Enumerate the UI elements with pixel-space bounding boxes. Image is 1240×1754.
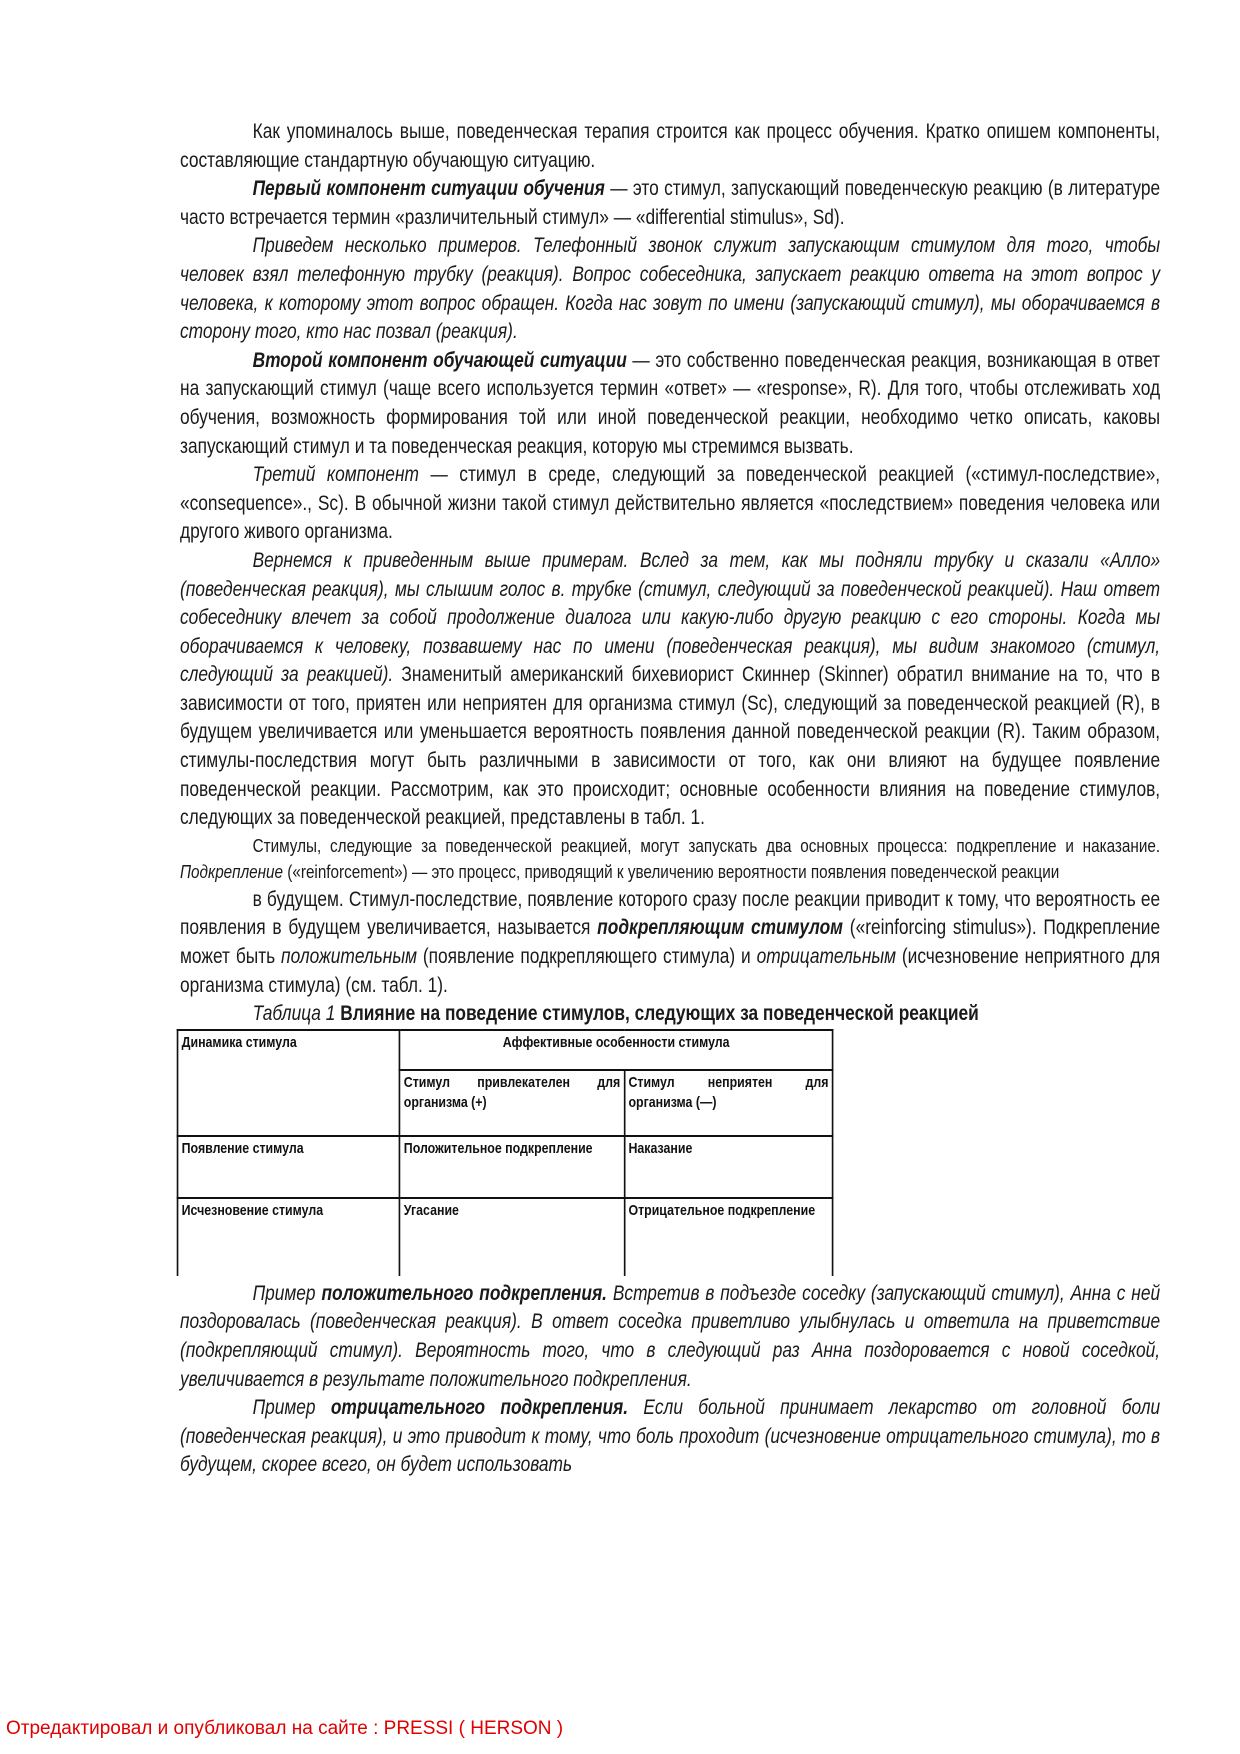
paragraph-intro <box>180 118 1160 175</box>
header-affective-features: Аффективные особенности стимула <box>400 1030 833 1070</box>
cell-extinction: Угасание <box>400 1198 625 1276</box>
text: — это стимул, запускающий поведенческую реакцию (в литературе часто встречается термин «различительный стимул» — «differential stimulus», Sd). <box>180 177 1161 229</box>
term-positive: положительным <box>281 945 417 969</box>
term-reinforcing-stimulus: подкрепляющим стимулом <box>597 916 844 940</box>
paragraph-negative-example <box>180 1394 1160 1480</box>
row-label: Появление стимула <box>178 1136 400 1198</box>
text: Если больной принимает лекарство от головной боли (поведенческая реакция), и это приводит к тому, что боль проходит (исчезновение отрицательного стимула), то в будущем, скорее всего, он будет использовать <box>180 1396 1161 1477</box>
paragraph-examples <box>180 232 1160 346</box>
paragraph-second-component <box>180 347 1160 461</box>
term-third-component: Третий компонент <box>252 463 419 487</box>
paragraph-reinforcing-stimulus <box>180 886 1160 1000</box>
header-stimulus-dynamics: Динамика стимула <box>178 1030 400 1136</box>
text: Знаменитый американский бихевиорист Скиннер (Skinner) обратил внимание на то, что в зависимости от того, приятен или неприятен для организма стимул (Sc), следующий за поведенческой реакцией (R), в будущем увеличивается или уменьшается вероятность появления данной поведенческой реакции (R). Таким образом, стимулы-последствия могут быть различными в зависимости от того, как они влияют на будущее появление поведенческой реакции. Рассмотрим, как это происходит; основные особенности влияния на поведение стимулов, следующих за поведенческой реакцией, представлены в табл. 1. <box>180 663 1161 830</box>
text: (появление подкрепляющего стимула) и <box>416 945 757 969</box>
cell-negative-reinforcement: Отрицательное подкрепление <box>624 1198 832 1276</box>
text: Приведем несколько примеров. Телефонный звонок служит запускающим стимулом для того, чтобы человек взял телефонную трубку (реакция). Вопрос собеседника, запускает реакцию ответа на этот вопрос у человека, к которому этот вопрос обращен. Когда нас зовут по имени (запускающий стимул), мы оборачиваемся в сторону того, кто нас позвал (реакция). <box>180 234 1161 344</box>
paragraph-return-examples <box>180 547 1160 833</box>
text: Встретив в подъезде соседку (запускающий стимул), Анна с ней поздоровалась (поведенческая реакция). В ответ соседка приветливо улыбнулась и ответила на приветствие (подкрепляющий стимул). Вероятность того, что в следующий раз Анна поздоровается с новой соседкой, увеличивается в результате положительного подкрепления. <box>180 1281 1161 1391</box>
text: («reinforcing stimulus»). Подкрепление может быть <box>180 916 1161 969</box>
subheader-unpleasant: Стимул неприятен для организма (—) <box>624 1070 832 1136</box>
paragraph-positive-example <box>180 1280 1160 1394</box>
text-italic: Вернемся к приведенным выше примерам. Вслед за тем, как мы подняли трубку и сказали «Алло» (поведенческая реакция), мы слышим голос в. трубке (стимул, следующий за поведенческой реакцией). Наш ответ собеседнику влечет за собой продолжение диалога или какую-либо другую реакцию с его стороны. Когда мы оборачиваемся к человеку, позвавшему нас по имени (поведенческая реакция), мы видим знакомого (стимул, следующий за реакцией). <box>180 548 1161 687</box>
term-negative-reinforcement: отрицательного подкрепления. <box>330 1396 629 1420</box>
term-negative: отрицательным <box>756 945 896 969</box>
text: Пример <box>252 1281 322 1305</box>
text: — стимул в среде, следующий за поведенческой реакцией («стимул-последствие», «consequence»., Sc). В обычной жизни такой стимул действительно является «последствием» поведения человека или другого живого организма. <box>180 463 1161 544</box>
cell-punishment: Наказание <box>624 1136 832 1198</box>
term-reinforcement: Подкрепление <box>180 861 284 883</box>
paragraph-first-component <box>180 175 1160 232</box>
text: в будущем. Стимул-последствие, появление которого сразу после реакции приводит к тому, что вероятность ее появления в будущем увеличивается, называется <box>180 887 1161 940</box>
text: Пример <box>252 1396 331 1420</box>
text: (исчезновение неприятного для организма стимула) (см. табл. 1). <box>180 945 1161 997</box>
text: Как упоминалось выше, поведенческая терапия строится как процесс обучения. Кратко опишем компоненты, составляющие стандартную обучающую ситуацию. <box>180 120 1161 172</box>
table-number: Таблица 1 <box>252 1002 336 1026</box>
text: — это собственно поведенческая реакция, возникающая в ответ на запускающий стимул (чаще всего используется термин «ответ» — «response», R). Для того, чтобы отслеживать ход обучения, возможность формирования той или иной поведенческой реакции, необходимо четко описать, каковы запускающий стимул и та поведенческая реакция, которую мы стремимся вызвать. <box>180 348 1161 458</box>
paragraph-third-component <box>180 461 1160 547</box>
paragraph-reinforcement <box>180 833 1160 886</box>
text: («reinforcement») — это процесс, приводящий к увеличению вероятности появления поведенческой реакции <box>283 861 1060 883</box>
subheader-attractive: Стимул привлекателен для организма (+) <box>400 1070 625 1136</box>
table-row <box>178 1136 833 1198</box>
table-caption <box>180 1000 1160 1029</box>
stimulus-table <box>177 1029 834 1276</box>
term-first-component: Первый компонент ситуации обучения <box>252 177 605 201</box>
row-label: Исчезновение стимула <box>178 1198 400 1276</box>
cell-positive-reinforcement: Положительное подкрепление <box>400 1136 625 1198</box>
table-title: Влияние на поведение стимулов, следующих за поведенческой реакцией <box>335 1002 979 1026</box>
text: Стимулы, следующие за поведенческой реакцией, могут запускать два основных процесса: подкрепление и наказание. <box>252 834 1161 856</box>
term-second-component: Второй компонент обучающей ситуации <box>252 348 627 372</box>
table-header-row <box>178 1030 833 1070</box>
document-page <box>180 118 1160 1480</box>
footer-credit: Отредактировал и опубликовал на сайте : PRESSI ( HERSON ) <box>6 1718 564 1739</box>
table-row <box>178 1198 833 1276</box>
term-positive-reinforcement: положительного подкрепления. <box>321 1281 607 1305</box>
